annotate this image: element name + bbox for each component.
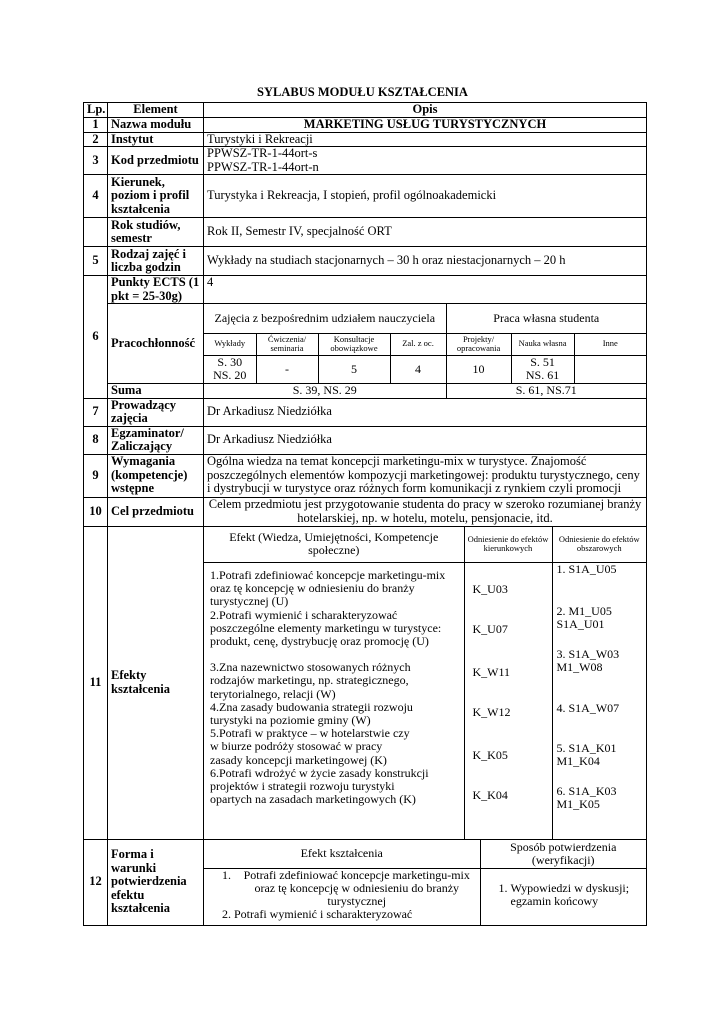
ects-label — [108, 276, 204, 304]
row-value: Turystyka i Rekreacja, I stopień, profil ogólnoakademicki — [204, 175, 647, 218]
row-1 — [84, 118, 647, 133]
kier-2: K_U07 — [472, 622, 508, 636]
verif-ways — [480, 869, 646, 925]
row-label: Prowadzący zajęcia — [108, 398, 204, 426]
effect-4 — [210, 701, 460, 727]
row-2 — [84, 132, 647, 147]
workload-grid — [204, 304, 647, 384]
verif-way-1: 1. Wypowiedzi w dyskusji; egzamin końcowy — [511, 882, 647, 908]
row-value — [204, 147, 647, 175]
suma-table — [204, 384, 646, 398]
header-opis: Opis — [204, 103, 647, 118]
header-element: Element — [108, 103, 204, 118]
obsz-3 — [557, 648, 647, 702]
kier-5: K_K05 — [472, 748, 508, 762]
verif-effects — [204, 869, 480, 925]
row-label: Pracochłonność — [108, 304, 204, 384]
suma-self: S. 61, NS.71 — [515, 383, 577, 397]
effect-1 — [210, 569, 460, 609]
effect-line: projektów i strategii rozwoju turystyki — [210, 779, 395, 794]
effect-line: 3.Zna nazewnictwo stosowanych różnych — [210, 660, 411, 675]
row-label: Nazwa modułu — [108, 118, 204, 133]
obsz-line: M1_K05 — [556, 797, 600, 811]
row-6-workload — [84, 304, 647, 384]
row-4 — [84, 175, 647, 218]
val-inne — [574, 355, 646, 383]
header-row — [84, 103, 647, 118]
row-label: Kierunek, poziom i profil kształcenia — [108, 175, 204, 218]
obsz-line: 6. S1A_K03 — [556, 784, 617, 798]
row-number: 1 — [84, 118, 108, 133]
verification-table — [204, 840, 646, 925]
row-6-suma — [84, 384, 647, 399]
row-6-ects — [84, 276, 647, 304]
suma-teacher: S. 39, NS. 29 — [204, 384, 446, 398]
row-3 — [84, 147, 647, 175]
effect-line: turystyki na poziomie gminy (W) — [210, 713, 371, 728]
val-konsultacje: 5 — [318, 355, 390, 383]
row-label: Rodzaj zajęć i liczba godzin — [108, 247, 204, 276]
verif-effect-2: 2. Potrafi wymienić i scharakteryzować — [234, 908, 480, 921]
effect-line: rodzajów marketingu, np. strategicznego, — [210, 673, 409, 688]
row-number: 6 — [84, 276, 108, 399]
obsz-line: M1_W08 — [556, 660, 603, 674]
course-code-s: PPWSZ-TR-1-44ort-s — [207, 146, 318, 160]
obsz-2 — [557, 605, 647, 648]
row-value: Dr Arkadiusz Niedziółka — [204, 398, 647, 426]
row-value: Wykłady na studiach stacjonarnych – 30 h oraz niestacjonarnych – 20 h — [204, 247, 647, 276]
obsz-6 — [557, 785, 647, 811]
row-7 — [84, 398, 647, 426]
effect-line: opartych na zasadach marketingowych (K) — [210, 792, 416, 807]
effect-line: zasady koncepcji marketingowej (K) — [210, 752, 387, 767]
row-label: Cel przedmiotu — [108, 497, 204, 526]
row-label: Instytut — [108, 132, 204, 147]
row-number: 12 — [84, 839, 108, 925]
effect-line: terytorialnego, relacji (W) — [210, 686, 336, 701]
obsz-line: 1. S1A_U05 — [556, 562, 617, 576]
row-value: Ogólna wiedza na temat koncepcji marketingu-mix w turystyce. Znajomość poszczególnych elementów kompozycji marketingowej: produktu turystycznego, ceny i dystrybucji w turystyce oraz różnych form komunikacji z rynkiem czyli promocji — [204, 454, 647, 497]
row-label: Wymagania (kompetencje) wstępne — [108, 454, 204, 497]
obsz-line: 2. M1_U05 — [556, 604, 612, 618]
row-number-empty — [84, 218, 108, 247]
effect-line: oraz tę koncepcję w odniesieniu do branży — [210, 581, 415, 596]
effect-line: 5.Potrafi w praktyce – w hotelarstwie czy — [210, 726, 410, 741]
row-12 — [84, 839, 647, 925]
val-wyklady-ns: NS. 20 — [213, 368, 247, 383]
obsz-4 — [557, 702, 647, 742]
verification-grid — [204, 839, 647, 925]
suma-values — [204, 384, 647, 399]
kier-3: K_W11 — [472, 665, 511, 679]
verif-effect-1: 1. Potrafi zdefiniować koncepcje marketingu-mix oraz tę koncepcję w odniesieniu do branży turystycznej — [234, 869, 480, 908]
effect-5 — [210, 727, 460, 767]
row-label: Efekty kształcenia — [108, 526, 204, 839]
kier-4: K_W12 — [472, 705, 511, 719]
row-number: 5 — [84, 247, 108, 276]
obsz-line: 3. S1A_W03 — [556, 647, 620, 661]
effect-6 — [210, 767, 460, 807]
row-label: Egzaminator/ Zaliczający — [108, 426, 204, 454]
row-value: Turystyki i Rekreacji — [204, 132, 647, 147]
effects-kier-list — [464, 563, 552, 839]
effect-line: 6.Potrafi wdrożyć w życie zasady konstrukcji — [210, 765, 429, 780]
row-number: 10 — [84, 497, 108, 526]
effect-line: turystycznej (U) — [210, 594, 289, 609]
workload-table — [204, 304, 646, 383]
effects-list — [204, 563, 464, 839]
module-name: MARKETING USŁUG TURYSTYCZNYCH — [204, 118, 647, 133]
row-value: Rok II, Semestr IV, specjalność ORT — [204, 218, 647, 247]
row-5 — [84, 247, 647, 276]
row-number: 3 — [84, 147, 108, 175]
group-self: Praca własna studenta — [446, 304, 646, 333]
val-zaliczenie: 4 — [390, 355, 446, 383]
row-number: 8 — [84, 426, 108, 454]
course-code-n: PPWSZ-TR-1-44ort-n — [207, 159, 319, 174]
effect-line: produkt, cenę, dystrybucję oraz promocję (U) — [210, 634, 429, 649]
verif-col-way: Sposób potwierdzenia (weryfikacji) — [480, 840, 646, 869]
col-konsultacje: Konsultacje obowiązkowe — [318, 333, 390, 355]
col-inne: Inne — [574, 333, 646, 355]
row-11 — [84, 526, 647, 839]
obsz-line: S1A_U01 — [556, 617, 605, 631]
page-title: SYLABUS MODUŁU KSZTAŁCENIA — [257, 85, 468, 99]
val-nauka-ns: NS. 61 — [525, 368, 560, 383]
effect-line: 1.Potrafi zdefiniować koncepcje marketingu-mix — [210, 568, 446, 582]
row-8 — [84, 426, 647, 454]
effect-line: poszczególne elementy marketingu w turystyce: — [210, 620, 442, 635]
val-projekty: 10 — [446, 355, 511, 383]
col-zaliczenie: Zal. z oc. — [390, 333, 446, 355]
row-number: 7 — [84, 398, 108, 426]
col-cwiczenia: Ćwiczenia/ seminaria — [256, 333, 318, 355]
effect-3 — [210, 661, 460, 701]
row-label: Kod przedmiotu — [108, 147, 204, 175]
effects-col-effect: Efekt (Wiedza, Umiejętności, Kompetencje społeczne) — [204, 527, 464, 563]
row-label: Rok studiów, semestr — [108, 218, 204, 247]
row-label: Forma i warunki potwierdzenia efektu kształcenia — [108, 839, 204, 925]
val-wyklady — [204, 355, 256, 383]
col-wyklady: Wykłady — [204, 333, 256, 355]
effect-2 — [210, 609, 460, 649]
effect-line: w biurze podróży stosować w pracy — [210, 739, 383, 754]
effects-table — [204, 527, 646, 839]
obsz-5 — [557, 742, 647, 785]
effect-line: 4.Zna zasady budowania strategii rozwoju — [210, 699, 413, 714]
obsz-line: 5. S1A_K01 — [556, 741, 617, 755]
val-cwiczenia: - — [256, 355, 318, 383]
obsz-line: M1_K04 — [556, 754, 600, 768]
row-number: 4 — [84, 175, 108, 218]
val-wyklady-s: S. 30 — [217, 354, 243, 369]
ects-label-text: Punkty ECTS (1 pkt = 25-30g) — [111, 275, 200, 303]
obsz-line: 4. S1A_W07 — [556, 701, 620, 715]
verif-col-effect: Efekt kształcenia — [204, 840, 480, 869]
kier-1: K_U03 — [472, 582, 508, 596]
group-teacher: Zajęcia z bezpośrednim udziałem nauczyciela — [204, 304, 446, 333]
row-4b — [84, 218, 647, 247]
val-nauka — [511, 355, 574, 383]
suma-label: Suma — [108, 384, 204, 399]
effect-line: 2.Potrafi wymienić i scharakteryzować — [210, 607, 398, 622]
kier-6: K_K04 — [472, 788, 508, 802]
obsz-1 — [557, 563, 647, 605]
col-nauka: Nauka własna — [511, 333, 574, 355]
row-number: 2 — [84, 132, 108, 147]
col-projekty: Projekty/ opracowania — [446, 333, 511, 355]
effects-grid — [204, 526, 647, 839]
row-10 — [84, 497, 647, 526]
row-number: 9 — [84, 454, 108, 497]
val-nauka-s: S. 51 — [530, 354, 555, 369]
syllabus-table — [83, 102, 647, 926]
row-value: Dr Arkadiusz Niedziółka — [204, 426, 647, 454]
header-lp: Lp. — [84, 103, 108, 118]
effects-col-kier: Odniesienie do efektów kierunkowych — [464, 527, 552, 563]
ects-value: 4 — [204, 276, 647, 304]
row-9 — [84, 454, 647, 497]
effects-obsz-list — [552, 563, 646, 839]
row-value: Celem przedmiotu jest przygotowanie studenta do pracy w szeroko rozumianej branży hotelarskiej, np. w hotelu, motelu, pensjonacie, itd. — [204, 497, 647, 526]
effects-col-obsz: Odniesienie do efektów obszarowych — [552, 527, 646, 563]
row-number: 11 — [84, 526, 108, 839]
